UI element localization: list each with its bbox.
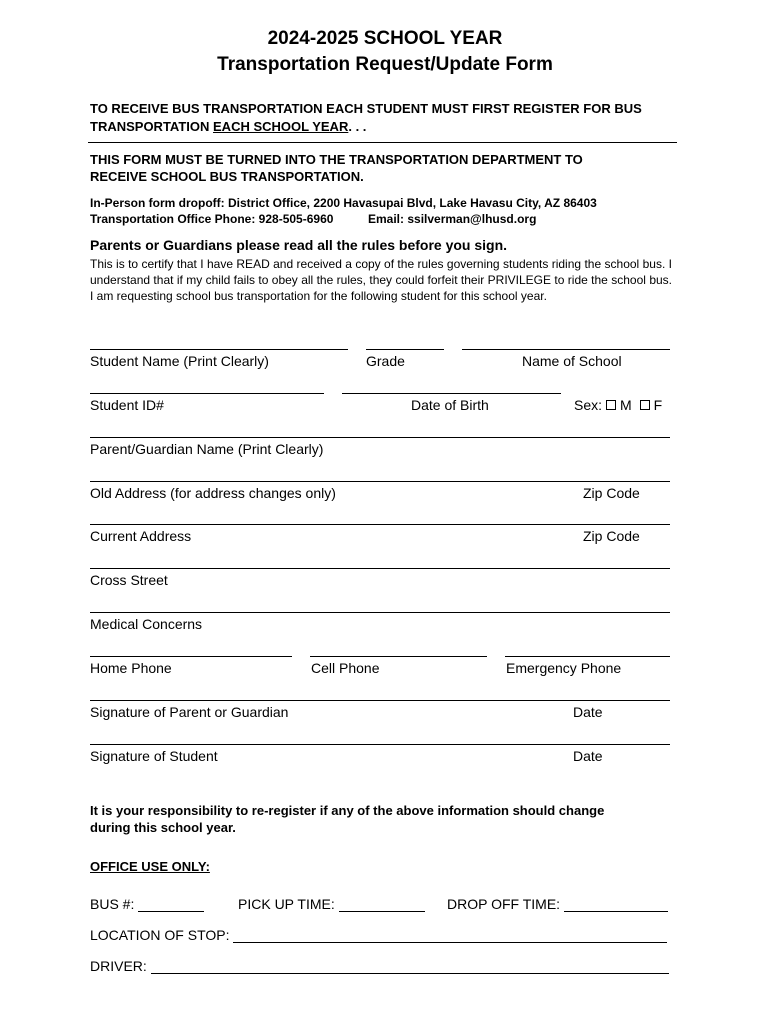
form-title-year: 2024-2025 SCHOOL YEAR (267, 28, 503, 49)
dropoff-time-field[interactable] (564, 897, 668, 912)
medical-concerns-field[interactable] (90, 612, 670, 613)
student-id-field[interactable] (90, 393, 324, 394)
bus-number-label: BUS #: (90, 896, 135, 912)
office-phone: Transportation Office Phone: 928-505-6960 (90, 212, 334, 226)
location-stop-row (90, 927, 667, 943)
cell-phone-field[interactable] (310, 656, 487, 657)
office-use-heading: OFFICE USE ONLY: (90, 859, 210, 874)
current-address-label: Current Address (90, 528, 192, 544)
driver-row (90, 958, 669, 974)
old-address-field[interactable] (90, 481, 670, 482)
pickup-time-label: PICK UP TIME: (238, 896, 335, 912)
cross-street-field[interactable] (90, 568, 670, 569)
location-stop-field[interactable] (233, 928, 667, 943)
responsibility-notice-line1: It is your responsibility to re-register if any of the above information should change (90, 803, 605, 818)
old-address-label: Old Address (for address changes only) (90, 485, 336, 501)
registration-notice-suffix: . . . (348, 119, 367, 134)
dob-label: Date of Birth (411, 397, 489, 413)
responsibility-notice-line2: during this school year. (90, 820, 236, 835)
student-id-label: Student ID# (90, 397, 164, 413)
bus-number-field[interactable] (138, 897, 204, 912)
current-address-field[interactable] (90, 524, 670, 525)
rules-heading: Parents or Guardians please read all the rules before you sign. (90, 237, 508, 253)
submission-notice-line1: THIS FORM MUST BE TURNED INTO THE TRANSPORTATION DEPARTMENT TO (90, 152, 583, 167)
guardian-name-label: Parent/Guardian Name (Print Clearly) (90, 441, 324, 457)
sex-m-label: M (620, 397, 632, 413)
emergency-phone-label: Emergency Phone (506, 660, 622, 676)
emergency-phone-field[interactable] (505, 656, 670, 657)
dropoff-time-label: DROP OFF TIME: (447, 896, 561, 912)
section-divider (88, 142, 677, 143)
student-signature-field[interactable] (90, 744, 670, 745)
student-name-label: Student Name (Print Clearly) (90, 353, 269, 369)
driver-label: DRIVER: (90, 958, 147, 974)
guardian-signature-label: Signature of Parent or Guardian (90, 704, 289, 720)
old-zip-label: Zip Code (583, 485, 640, 501)
registration-notice-line2 (90, 119, 366, 134)
bus-number-row (90, 896, 204, 912)
rules-certification-text: This is to certify that I have READ and received a copy of the rules governing students riding the school bus. I understand that if my child fails to obey all the rules, they could forfeit their PRIVILEGE to ride the school bus. I am requesting school bus transportation for the following student for this school year. (90, 257, 672, 303)
cross-street-label: Cross Street (90, 572, 168, 588)
school-name-field[interactable] (462, 349, 670, 350)
grade-label: Grade (366, 353, 405, 369)
guardian-date-label: Date (573, 704, 603, 720)
current-zip-label: Zip Code (583, 528, 640, 544)
driver-field[interactable] (151, 959, 669, 974)
sex-selector (574, 397, 662, 413)
pickup-time-row (238, 896, 425, 912)
pickup-time-field[interactable] (339, 897, 425, 912)
registration-notice-prefix: TRANSPORTATION (90, 119, 214, 134)
dob-field[interactable] (342, 393, 561, 394)
registration-notice-line1: TO RECEIVE BUS TRANSPORTATION EACH STUDENT MUST FIRST REGISTER FOR BUS (90, 101, 642, 116)
medical-concerns-label: Medical Concerns (90, 616, 203, 632)
sex-f-checkbox[interactable] (640, 400, 650, 410)
home-phone-label: Home Phone (90, 660, 172, 676)
home-phone-field[interactable] (90, 656, 292, 657)
office-email: Email: ssilverman@lhusd.org (368, 212, 537, 226)
student-date-label: Date (573, 748, 603, 764)
school-name-label: Name of School (522, 353, 622, 369)
guardian-name-field[interactable] (90, 437, 670, 438)
registration-notice-emphasis: EACH SCHOOL YEAR (213, 119, 349, 134)
form-title: Transportation Request/Update Form (217, 54, 553, 75)
guardian-signature-field[interactable] (90, 700, 670, 701)
submission-notice-line2: RECEIVE SCHOOL BUS TRANSPORTATION. (90, 169, 364, 184)
cell-phone-label: Cell Phone (311, 660, 380, 676)
sex-f-label: F (653, 397, 663, 413)
student-signature-label: Signature of Student (90, 748, 218, 764)
sex-m-checkbox[interactable] (606, 400, 616, 410)
dropoff-address: In-Person form dropoff: District Office, 2200 Havasupai Blvd, Lake Havasu City, AZ 86403 (90, 196, 597, 210)
location-stop-label: LOCATION OF STOP: (90, 927, 230, 943)
sex-label: Sex: (574, 397, 603, 413)
dropoff-time-row (447, 896, 668, 912)
grade-field[interactable] (366, 349, 444, 350)
student-name-field[interactable] (90, 349, 348, 350)
